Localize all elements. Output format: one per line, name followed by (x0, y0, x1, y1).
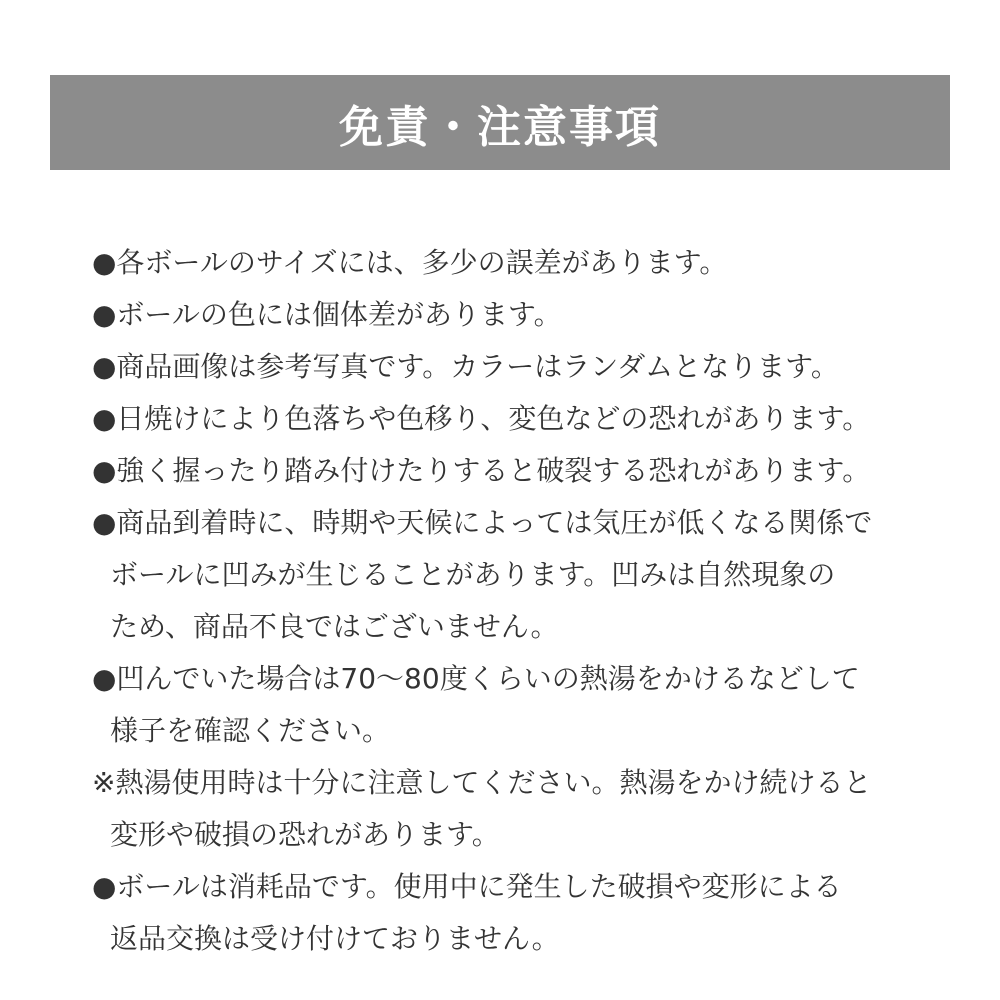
note-line: ●強く握ったり踏み付けたりすると破裂する恐れがあります。 (92, 454, 871, 487)
note-line: ため、商品不良ではございません。 (110, 610, 559, 643)
note-item (92, 289, 952, 341)
note-item (92, 237, 952, 289)
note-item (92, 861, 952, 965)
note-item (92, 341, 952, 393)
note-line: ●ボールの色には個体差があります。 (92, 298, 562, 331)
note-line: ※熱湯使用時は十分に注意してください。熱湯をかけ続けると (92, 766, 872, 799)
note-line: ●商品到着時に、時期や天候によっては気圧が低くなる関係で (92, 506, 873, 539)
note-line: ●日焼けにより色落ちや色移り、変色などの恐れがあります。 (92, 402, 871, 435)
note-item (92, 653, 952, 757)
note-line: 様子を確認ください。 (110, 714, 391, 747)
note-line: ●凹んでいた場合は70〜80度くらいの熱湯をかけるなどして (92, 662, 860, 695)
note-line: ●商品画像は参考写真です。カラーはランダムとなります。 (92, 350, 839, 383)
note-line: 返品交換は受け付けておりません。 (110, 922, 560, 955)
note-item (92, 757, 952, 861)
note-line: ●各ボールのサイズには、多少の誤差があります。 (92, 246, 728, 279)
note-line: ●ボールは消耗品です。使用中に発生した破損や変形による (92, 870, 842, 903)
note-item (92, 445, 952, 497)
note-line: ボールに凹みが生じることがあります。凹みは自然現象の (110, 558, 836, 591)
note-item (92, 393, 952, 445)
note-item (92, 497, 952, 653)
note-line: 変形や破損の恐れがあります。 (110, 818, 500, 851)
notes-list (92, 237, 952, 965)
page-title: 免責・注意事項 (339, 101, 661, 153)
header-bar (50, 75, 950, 170)
